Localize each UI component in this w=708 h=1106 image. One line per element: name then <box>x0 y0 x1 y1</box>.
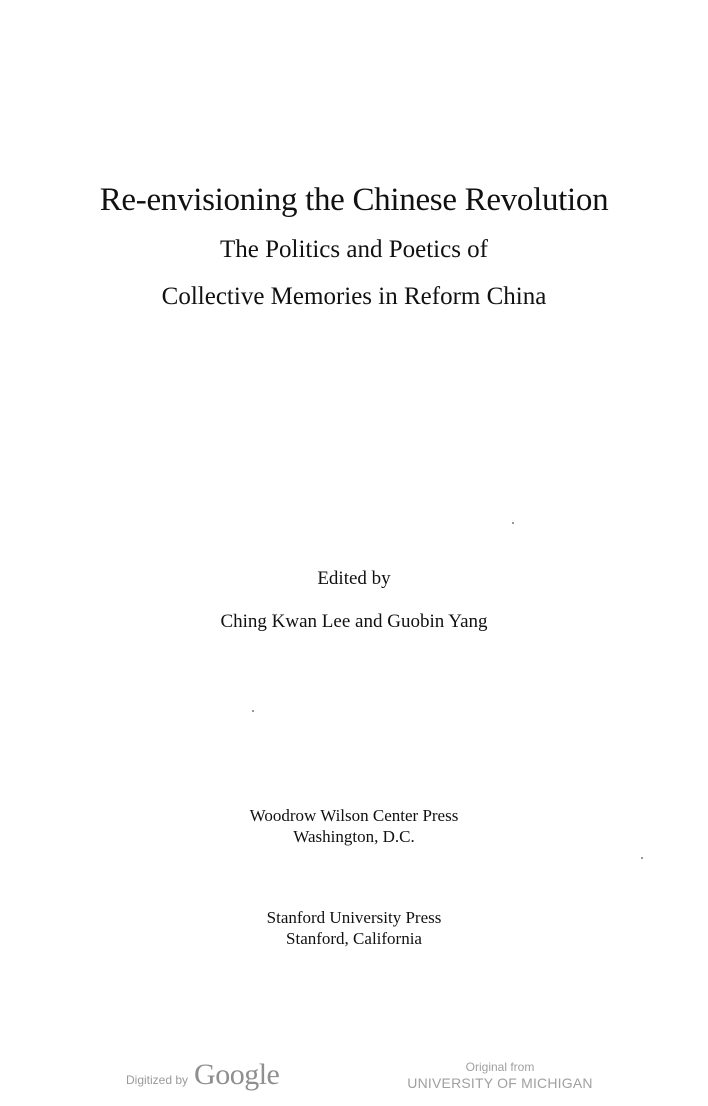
book-title: Re-envisioning the Chinese Revolution <box>99 182 609 218</box>
publisher-2-location: Stanford, California <box>286 929 422 948</box>
original-from-watermark <box>400 1060 600 1092</box>
google-logo: Google <box>194 1058 280 1091</box>
university-label: UNIVERSITY OF MICHIGAN <box>407 1075 593 1091</box>
original-from-label: Original from <box>465 1060 535 1074</box>
digitized-by-google-watermark <box>126 1058 279 1098</box>
subtitle-line-1: The Politics and Poetics of <box>219 236 489 263</box>
scan-speck <box>252 710 254 712</box>
publisher-1-location: Washington, D.C. <box>293 827 415 846</box>
publisher-1-name: Woodrow Wilson Center Press <box>249 806 459 825</box>
scan-speck <box>512 522 514 524</box>
scan-speck <box>641 857 643 859</box>
digitized-by-label: Digitized by <box>126 1073 189 1087</box>
publisher-2-name: Stanford University Press <box>266 908 442 927</box>
edited-by-label: Edited by <box>317 568 391 589</box>
subtitle-line-2: Collective Memories in Reform China <box>161 283 547 310</box>
editors-names: Ching Kwan Lee and Guobin Yang <box>220 611 488 632</box>
